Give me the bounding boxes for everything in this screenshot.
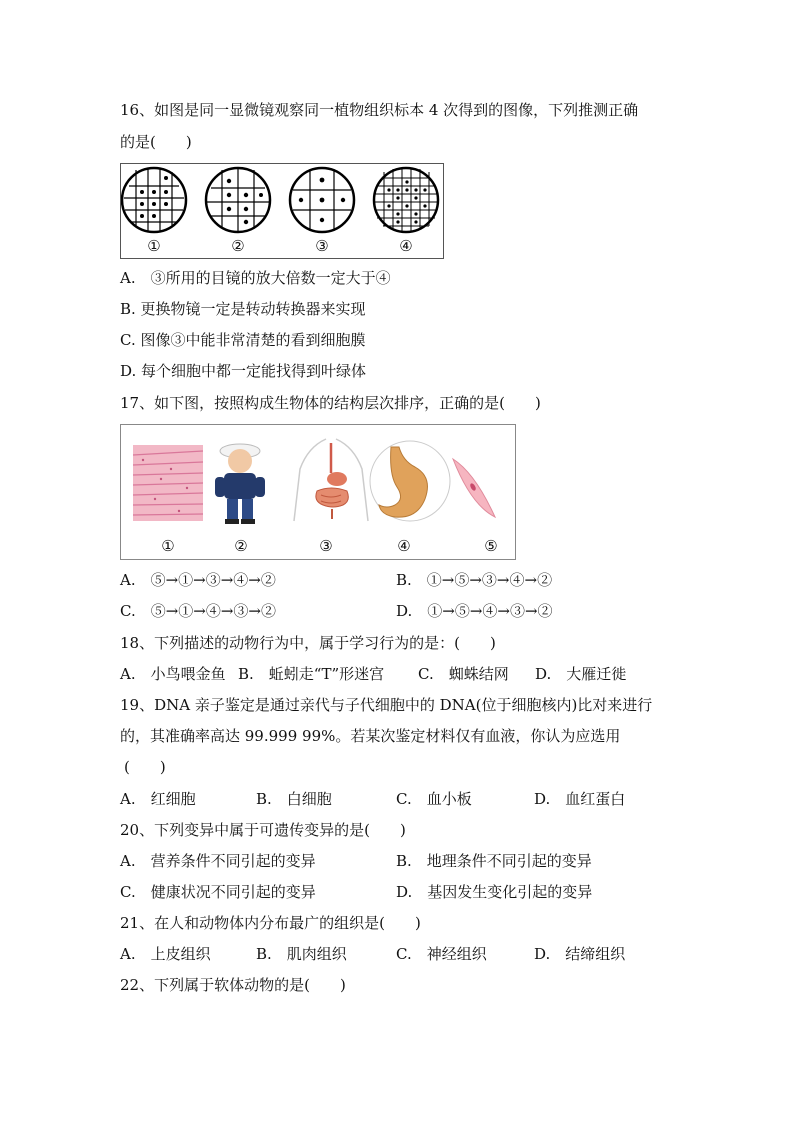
field-2-label: ② bbox=[231, 237, 245, 255]
q21-option-c: C. 神经组织 bbox=[396, 945, 487, 963]
field-4-image bbox=[374, 168, 438, 232]
field-3-image bbox=[290, 168, 354, 232]
q20-option-b: B. 地理条件不同引起的变异 bbox=[396, 852, 592, 870]
stomach-image bbox=[370, 441, 450, 521]
q19-option-a: A. 红细胞 bbox=[120, 790, 196, 808]
digestive-system-image bbox=[294, 439, 368, 521]
image-2-label: ② bbox=[234, 537, 248, 555]
q17-option-d: D. ①→⑤→④→③→② bbox=[396, 602, 553, 620]
q18-option-c: C. 蜘蛛结网 bbox=[418, 665, 509, 683]
q18-option-d: D. 大雁迁徙 bbox=[535, 665, 627, 683]
field-4-label: ④ bbox=[399, 237, 413, 255]
field-2-image bbox=[206, 168, 270, 232]
q21-option-d: D. 结缔组织 bbox=[534, 945, 626, 963]
field-1-image bbox=[122, 168, 186, 232]
q19-stem-line2: 的，其准确率高达 99.999 99%。若某次鉴定材料仅有血液，你认为应选用 bbox=[120, 727, 621, 745]
q16-option-d: D. 每个细胞中都一定能找得到叶绿体 bbox=[120, 362, 367, 380]
image-4-label: ④ bbox=[397, 537, 411, 555]
q18-stem: 18、下列描述的动物行为中，属于学习行为的是：( ) bbox=[120, 634, 496, 652]
structure-images bbox=[121, 425, 515, 535]
q17-option-c: C. ⑤→①→④→③→② bbox=[120, 602, 276, 620]
q20-option-c: C. 健康状况不同引起的变异 bbox=[120, 883, 316, 901]
q19-stem-line1: 19、DNA 亲子鉴定是通过亲代与子代细胞中的 DNA(位于细胞核内)比对来进行 bbox=[120, 696, 653, 714]
image-3-label: ③ bbox=[319, 537, 333, 555]
q17-stem: 17、如下图，按照构成生物体的结构层次排序，正确的是( ) bbox=[120, 394, 541, 412]
q20-option-d: D. 基因发生变化引起的变异 bbox=[396, 883, 593, 901]
q16-option-a: A. ③所用的目镜的放大倍数一定大于④ bbox=[120, 269, 391, 287]
q20-stem: 20、下列变异中属于可遗传变异的是( ) bbox=[120, 821, 406, 839]
image-5-label: ⑤ bbox=[484, 537, 498, 555]
tissue-image bbox=[133, 445, 203, 521]
q21-option-a: A. 上皮组织 bbox=[120, 945, 211, 963]
q16-option-b: B. 更换物镜一定是转动转换器来实现 bbox=[120, 300, 366, 318]
q16-option-c: C. 图像③中能非常清楚的看到细胞膜 bbox=[120, 331, 366, 349]
q19-option-d: D. 血红蛋白 bbox=[534, 790, 626, 808]
q22-stem: 22、下列属于软体动物的是( ) bbox=[120, 976, 346, 994]
field-3-label: ③ bbox=[315, 237, 329, 255]
q20-option-a: A. 营养条件不同引起的变异 bbox=[120, 852, 316, 870]
q21-stem: 21、在人和动物体内分布最广的组织是( ) bbox=[120, 914, 421, 932]
q16-stem-line1: 16、如图是同一显微镜观察同一植物组织标本 4 次得到的图像，下列推测正确 bbox=[120, 101, 639, 119]
field-1-label: ① bbox=[147, 237, 161, 255]
q16-microscope-figure bbox=[120, 163, 444, 259]
q19-option-b: B. 白细胞 bbox=[256, 790, 332, 808]
q17-option-a: A. ⑤→①→③→④→② bbox=[120, 571, 276, 589]
q19-option-c: C. 血小板 bbox=[396, 790, 472, 808]
q18-option-b: B. 蚯蚓走“T”形迷宫 bbox=[238, 665, 385, 683]
q21-option-b: B. 肌肉组织 bbox=[256, 945, 347, 963]
q17-option-b: B. ①→⑤→③→④→② bbox=[396, 571, 553, 589]
q18-option-a: A. 小鸟喂金鱼 bbox=[120, 665, 226, 683]
q19-stem-line3: ( ) bbox=[124, 758, 166, 776]
q16-stem-line2: 的是( ) bbox=[120, 133, 192, 151]
child-image bbox=[215, 444, 265, 524]
microscope-fields bbox=[121, 164, 443, 234]
image-1-label: ① bbox=[161, 537, 175, 555]
q17-structure-figure bbox=[120, 424, 516, 560]
muscle-cell-image bbox=[453, 459, 495, 517]
